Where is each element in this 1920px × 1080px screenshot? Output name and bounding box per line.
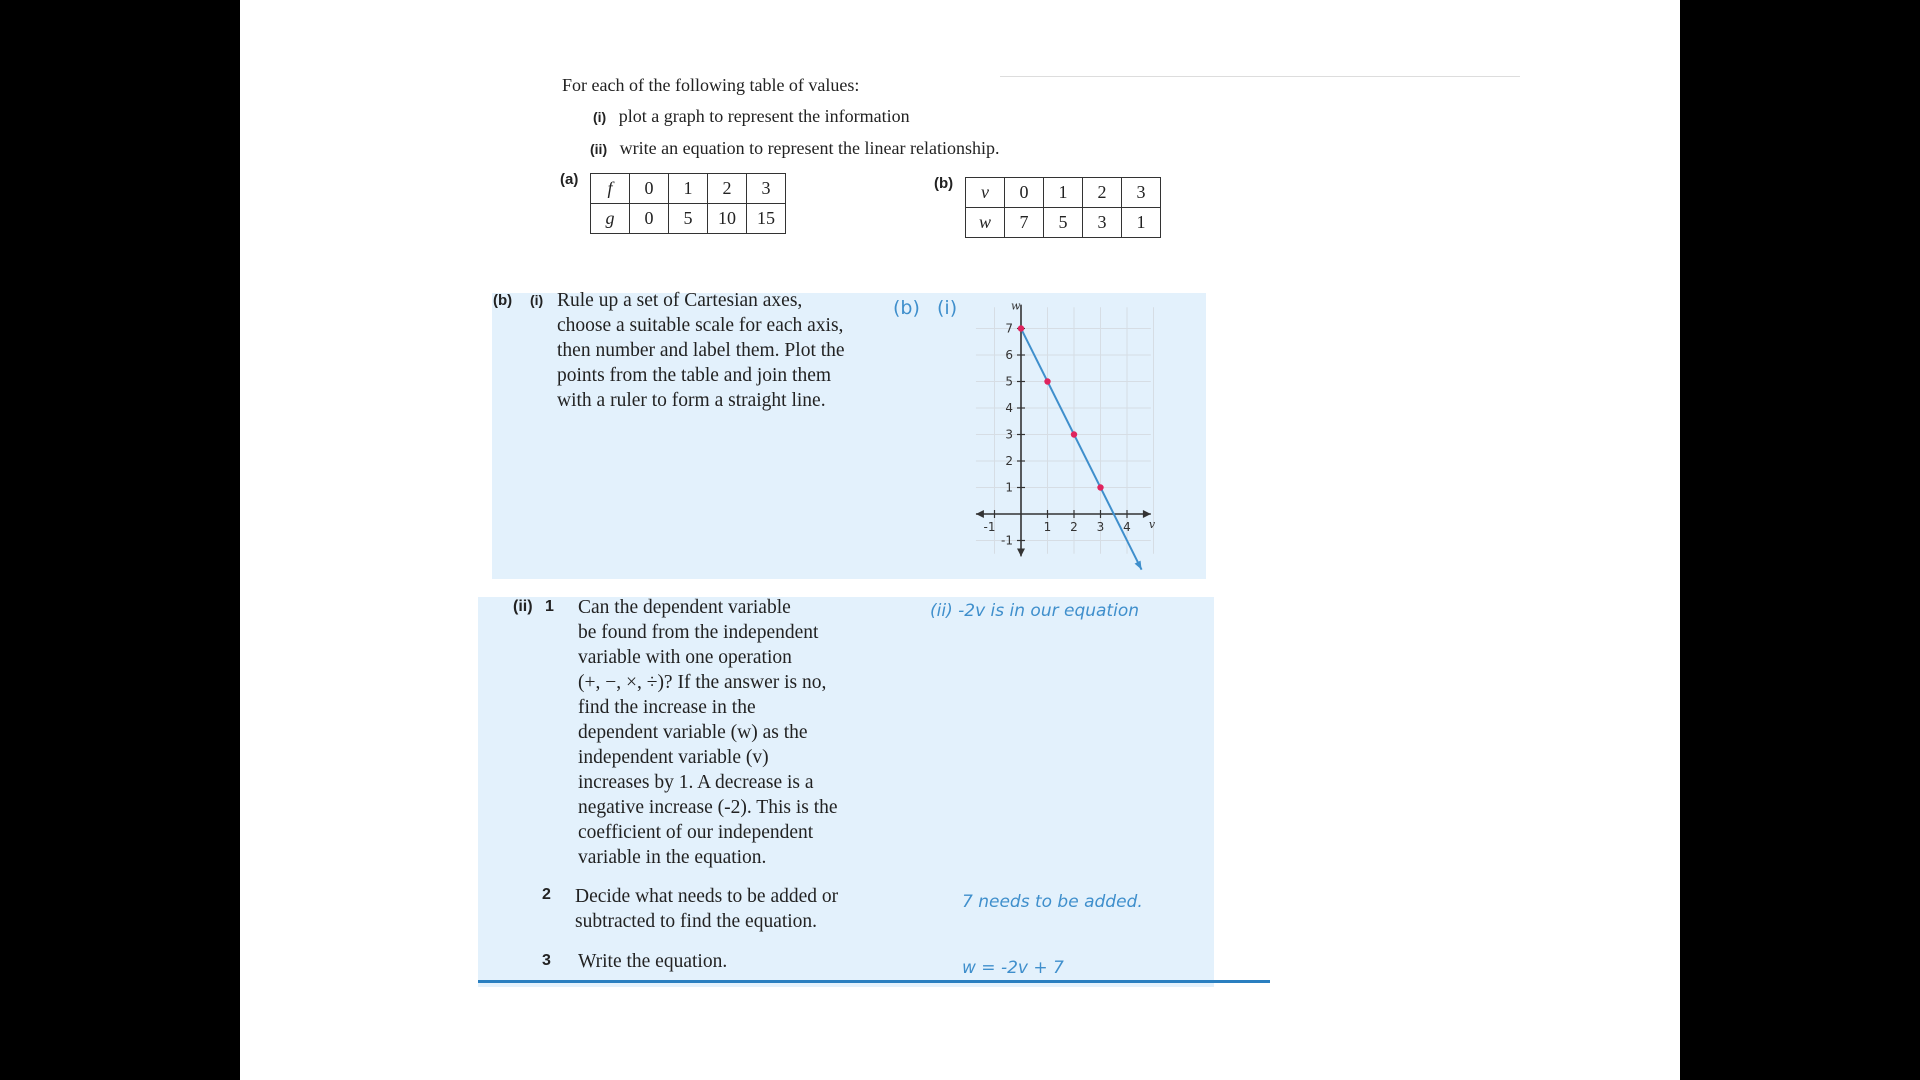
step-line: Write the equation.: [578, 951, 728, 972]
step-line: Decide what needs to be added or: [575, 886, 839, 907]
instruction-line: points from the table and join them: [557, 365, 832, 386]
y-tick-label: 6: [1005, 348, 1013, 362]
x-tick-label: 2: [1070, 520, 1078, 534]
data-point: [1097, 484, 1103, 490]
table-cell: g: [591, 204, 630, 234]
step-1-number: 1: [545, 598, 554, 615]
table-a-label: (a): [560, 171, 579, 188]
table-row: [591, 204, 786, 234]
part-b-label: (b): [493, 292, 513, 309]
table-cell: 3: [1122, 178, 1161, 208]
table-cell: 1: [669, 174, 708, 204]
step-3-text: [578, 949, 727, 974]
y-tick-label: -1: [1001, 533, 1013, 548]
step-line: be found from the independent: [578, 622, 819, 643]
y-tick-label: 3: [1005, 427, 1013, 442]
table-row: [591, 174, 786, 204]
task-i-text: plot a graph to represent the information: [618, 106, 910, 126]
table-b: [965, 177, 1161, 238]
table-cell: 7: [1005, 208, 1044, 238]
textbook-page: [240, 0, 1680, 1080]
answer-step-1: (ii) -2v is in our equation: [930, 601, 1139, 621]
y-tick-label: 1: [1005, 480, 1013, 495]
table-cell: 2: [1083, 178, 1122, 208]
table-cell: 3: [1083, 208, 1122, 238]
step-line: coefficient of our independent: [578, 822, 814, 843]
x-tick-label: 4: [1123, 520, 1131, 534]
instruction-line: Rule up a set of Cartesian axes,: [557, 290, 803, 311]
part-ii-label: (ii): [513, 598, 533, 615]
line-graph: [960, 296, 1200, 571]
part-b-i-instructions: [557, 288, 845, 413]
table-cell: 5: [1044, 208, 1083, 238]
y-tick-label: 2: [1005, 454, 1013, 468]
table-cell: 5: [669, 204, 708, 234]
x-tick-label: -1: [983, 520, 996, 534]
step-line: (+, −, ×, ÷)? If the answer is no,: [578, 672, 827, 693]
step-3-number: 3: [542, 952, 551, 969]
step-2-number: 2: [542, 886, 551, 903]
step-line: increases by 1. A decrease is a: [578, 772, 814, 793]
task-ii-text: write an equation to represent the linear relationship.: [619, 138, 1000, 158]
data-point: [1018, 325, 1024, 331]
table-cell: 0: [630, 204, 669, 234]
divider-top: [1000, 76, 1520, 77]
y-tick-label: 4: [1005, 401, 1013, 415]
x-axis-arrow: [976, 510, 984, 518]
answer-label-b: (b): [893, 297, 920, 319]
y-tick-label: 7: [1005, 321, 1013, 336]
step-line: dependent variable (w) as the: [578, 722, 808, 743]
part-i-label: (i): [530, 292, 544, 308]
table-cell: 10: [708, 204, 747, 234]
table-row: [966, 208, 1161, 238]
table-b-label: (b): [934, 175, 954, 192]
instruction-line: choose a suitable scale for each axis,: [557, 315, 844, 336]
x-tick-label: 3: [1096, 520, 1105, 534]
step-line: independent variable (v): [578, 747, 769, 768]
y-axis-arrow: [1017, 548, 1025, 556]
line-arrow: [1135, 561, 1142, 570]
table-cell: 3: [747, 174, 786, 204]
x-axis-label: v: [1148, 518, 1156, 531]
instruction-line: with a ruler to form a straight line.: [557, 390, 826, 411]
table-cell: w: [966, 208, 1005, 238]
task-i: [593, 106, 910, 127]
table-row: [966, 178, 1161, 208]
answer-step-3: w = -2v + 7: [962, 958, 1064, 978]
table-cell: 2: [708, 174, 747, 204]
data-point: [1044, 378, 1050, 384]
step-1-text: [578, 595, 838, 870]
y-tick-label: 5: [1005, 374, 1013, 389]
table-a: [590, 173, 786, 234]
x-tick-label: 1: [1043, 520, 1052, 534]
data-point: [1071, 431, 1077, 437]
table-cell: 1: [1122, 208, 1161, 238]
table-cell: 0: [630, 174, 669, 204]
step-line: find the increase in the: [578, 697, 756, 718]
step-2-text: [575, 884, 838, 934]
bottom-rule: [478, 980, 1270, 983]
table-cell: 0: [1005, 178, 1044, 208]
y-axis-label: w: [1011, 299, 1021, 313]
task-ii-number: (ii): [590, 141, 608, 157]
answer-step-2: 7 needs to be added.: [962, 892, 1143, 912]
step-line: variable with one operation: [578, 647, 792, 668]
task-ii: [590, 138, 999, 159]
table-cell: 15: [747, 204, 786, 234]
step-line: negative increase (-2). This is the: [578, 797, 838, 818]
step-line: variable in the equation.: [578, 847, 767, 868]
step-line: subtracted to find the equation.: [575, 911, 818, 932]
table-cell: v: [966, 178, 1005, 208]
instruction-line: then number and label them. Plot the: [557, 340, 845, 361]
plotted-line: [1020, 326, 1142, 570]
intro-text: For each of the following table of values:: [562, 75, 860, 95]
answer-label-i: (i): [937, 297, 958, 319]
task-i-number: (i): [593, 109, 607, 125]
x-axis-arrow: [1143, 510, 1151, 518]
table-cell: f: [591, 174, 630, 204]
step-line: Can the dependent variable: [578, 597, 791, 618]
table-cell: 1: [1044, 178, 1083, 208]
